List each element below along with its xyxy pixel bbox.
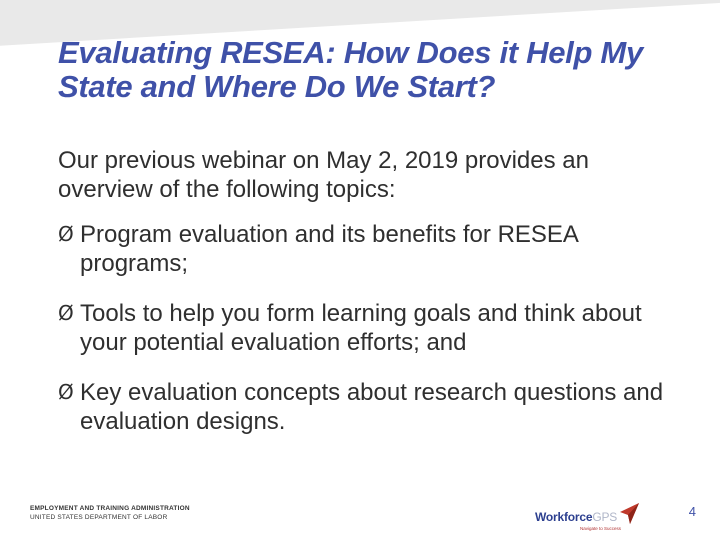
arrow-bullet-icon: Ø — [58, 380, 74, 404]
workforcegps-logo — [532, 502, 642, 532]
wordmark-part-b: GPS — [592, 510, 618, 524]
list-item — [58, 299, 678, 357]
intro-paragraph: Our previous webinar on May 2, 2019 provides an overview of the following topics: — [58, 147, 589, 203]
list-item-text: Key evaluation concepts about research questions and evaluation designs. — [80, 379, 664, 435]
arrow-bullet-icon: Ø — [58, 301, 74, 325]
list-item-text: Tools to help you form learning goals and think about your potential evaluation efforts; and — [80, 300, 642, 356]
dol-logo-line1: EMPLOYMENT AND TRAINING ADMINISTRATION — [30, 505, 190, 512]
list-item — [58, 378, 678, 436]
list-item — [58, 220, 678, 278]
workforcegps-wordmark — [535, 510, 617, 524]
arrow-bullet-icon: Ø — [58, 222, 74, 246]
dol-logo — [30, 505, 190, 521]
list-item-text: Program evaluation and its benefits for RESEA programs; — [80, 221, 578, 277]
slide-title: Evaluating RESEA: How Does it Help My State and Where Do We Start? — [58, 35, 643, 104]
topic-list — [58, 220, 678, 457]
paper-plane-icon — [618, 502, 640, 526]
dol-logo-line2: UNITED STATES DEPARTMENT OF LABOR — [30, 514, 168, 521]
wordmark-part-a: Workforce — [535, 510, 593, 524]
page-number: 4 — [688, 504, 696, 519]
workforcegps-tagline: Navigate to Success — [580, 526, 622, 531]
